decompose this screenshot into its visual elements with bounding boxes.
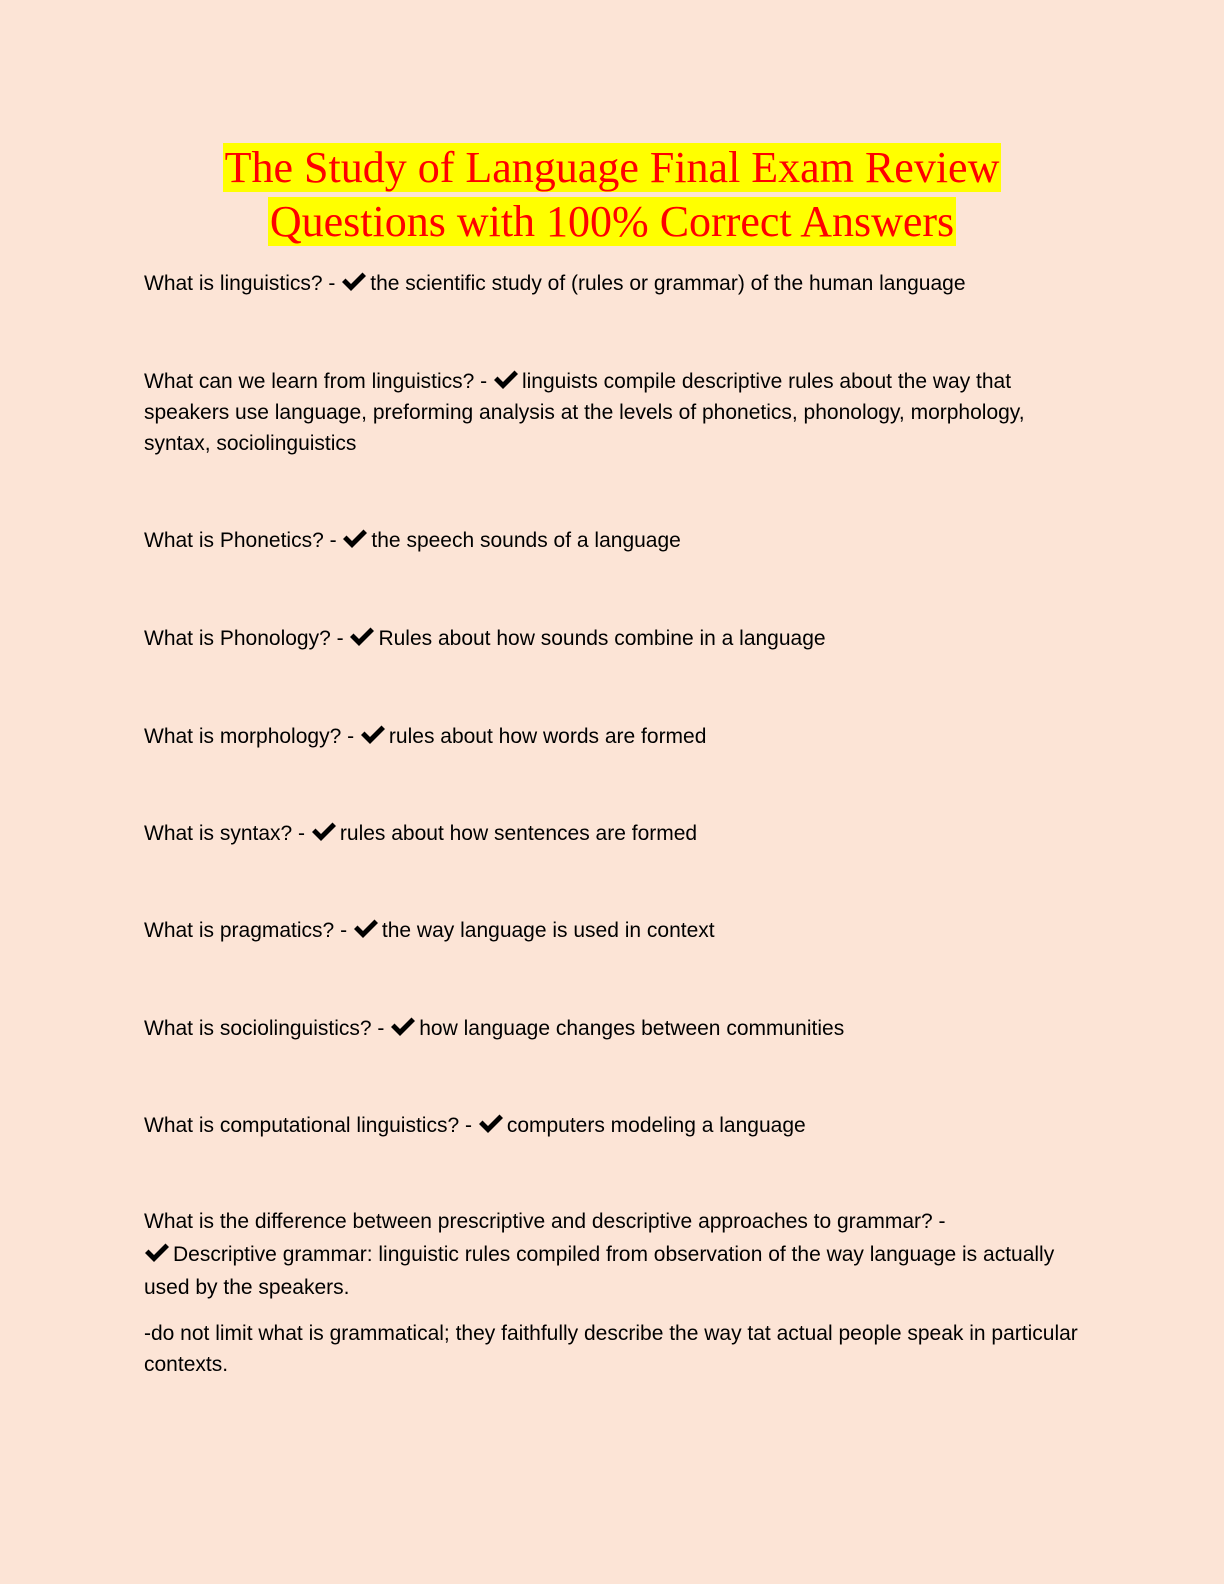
qa-item-pragmatics [144, 915, 1080, 946]
checkmark-icon [349, 626, 375, 647]
question-text: What is the difference between prescriptive and descriptive approaches to grammar? - [144, 1210, 946, 1233]
question-text: What is computational linguistics? - [144, 1114, 478, 1137]
answer-text: the speech sounds of a language [371, 529, 681, 552]
checkmark-icon [144, 1242, 170, 1263]
qa-item-learn-from-linguistics [144, 366, 1080, 459]
title-line-2: Questions with 100% Correct Answers [269, 197, 955, 246]
continuation-paragraph: -do not limit what is grammatical; they faithfully describe the way tat actual people speak in particular contexts. [144, 1322, 1078, 1376]
answer-text: Descriptive grammar: linguistic rules compiled from observation of the way language is actually used by the speakers. [144, 1243, 1055, 1299]
question-text: What is pragmatics? - [144, 919, 353, 942]
question-text: What is linguistics? - [144, 272, 342, 295]
qa-item-linguistics [144, 268, 1080, 299]
answer-text: linguists compile descriptive rules about the way that speakers use language, preforming analysis at the levels of phonetics, phonology, morphology, syntax, sociolinguistics [144, 370, 1025, 455]
question-text: What is sociolinguistics? - [144, 1017, 391, 1040]
qa-item-sociolinguistics [144, 1013, 1080, 1044]
question-text: What can we learn from linguistics? - [144, 370, 493, 393]
qa-item-computational-linguistics [144, 1110, 1080, 1141]
checkmark-icon [342, 528, 368, 549]
document-title [144, 141, 1080, 249]
answer-text: rules about how words are formed [388, 725, 707, 748]
qa-item-phonetics [144, 525, 1080, 556]
question-text: What is syntax? - [144, 822, 311, 845]
checkmark-icon [360, 724, 386, 745]
question-text: What is Phonetics? - [144, 529, 343, 552]
qa-item-phonology [144, 623, 1080, 654]
answer-text: computers modeling a language [506, 1114, 806, 1137]
answer-text: the scientific study of (rules or grammar) of the human language [370, 272, 966, 295]
checkmark-icon [390, 1016, 416, 1037]
checkmark-icon [311, 821, 337, 842]
checkmark-icon [478, 1113, 504, 1134]
qa-item-morphology [144, 721, 1080, 752]
qa-item-syntax [144, 818, 1080, 849]
checkmark-icon [493, 369, 519, 390]
checkmark-icon [353, 918, 379, 939]
qa-item-prescriptive-vs-descriptive [144, 1205, 1080, 1304]
checkmark-icon [341, 271, 367, 292]
question-text: What is morphology? - [144, 725, 360, 748]
answer-text: the way language is used in context [381, 919, 715, 942]
answer-text: rules about how sentences are formed [339, 822, 698, 845]
title-line-1: The Study of Language Final Exam Review [224, 143, 1000, 192]
question-text: What is Phonology? - [144, 627, 350, 650]
answer-text: Rules about how sounds combine in a language [378, 627, 826, 650]
answer-text: how language changes between communities [419, 1017, 845, 1040]
